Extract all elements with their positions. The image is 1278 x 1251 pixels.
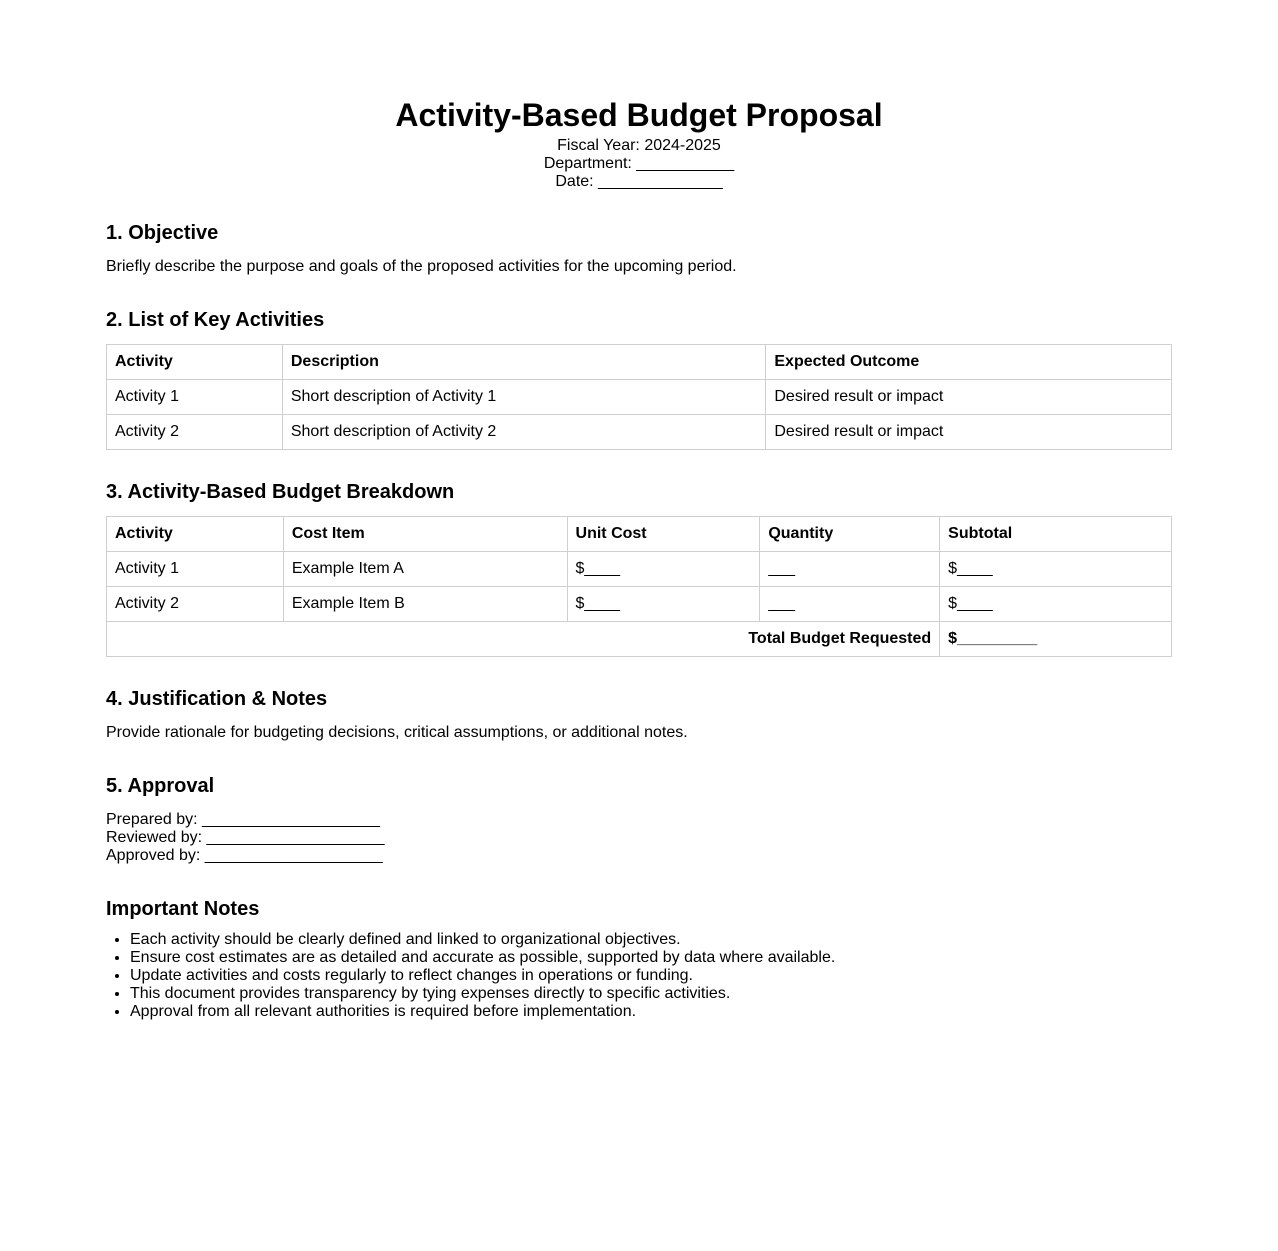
column-header: Unit Cost (567, 517, 760, 552)
list-item: • Ensure cost estimates are as detailed and accurate as possible, supported by data where available. (130, 949, 1172, 967)
page-title: Activity-Based Budget Proposal (395, 97, 883, 133)
list-item: • This document provides transparency by tying expenses directly to specific activities. (130, 985, 1172, 1003)
budget-breakdown-table (106, 516, 1172, 657)
table-cell: Activity 1 (107, 552, 284, 587)
table-cell: Desired result or impact (766, 380, 1172, 415)
table-row (107, 380, 1172, 415)
column-header: Cost Item (283, 517, 567, 552)
breakdown-heading: 3. Activity-Based Budget Breakdown (106, 481, 455, 503)
column-header: Activity (107, 345, 283, 380)
table-row (107, 415, 1172, 450)
approval-lines (106, 811, 1172, 865)
document-meta (106, 137, 1172, 191)
activities-heading: 2. List of Key Activities (106, 309, 325, 331)
total-row (107, 622, 1172, 657)
objective-section (106, 221, 1172, 276)
document-page (106, 0, 1172, 1021)
column-header: Expected Outcome (766, 345, 1172, 380)
table-cell: Activity 1 (107, 380, 283, 415)
table-row (107, 552, 1172, 587)
column-header: Quantity (760, 517, 940, 552)
table-header-row (107, 517, 1172, 552)
list-item: • Update activities and costs regularly to reflect changes in operations or funding. (130, 967, 1172, 985)
table-cell: Example Item B (283, 587, 567, 622)
column-header: Activity (107, 517, 284, 552)
objective-text: Briefly describe the purpose and goals of the proposed activities for the upcoming period. (106, 258, 737, 275)
table-cell: Activity 2 (107, 415, 283, 450)
table-cell: $____ (567, 552, 760, 587)
activities-section (106, 308, 1172, 450)
column-header: Subtotal (940, 517, 1172, 552)
approval-heading: 5. Approval (106, 775, 215, 797)
table-cell: ___ (760, 552, 940, 587)
justification-text: Provide rationale for budgeting decisions, critical assumptions, or additional notes. (106, 724, 688, 741)
approved-by-field: Approved by: ____________________ (106, 847, 383, 864)
fiscal-year: Fiscal Year: 2024-2025 (557, 137, 721, 154)
list-item: • Each activity should be clearly defined and linked to organizational objectives. (130, 931, 1172, 949)
total-value: $_________ (940, 622, 1172, 657)
table-cell: Desired result or impact (766, 415, 1172, 450)
notes-heading: Important Notes (106, 898, 260, 920)
activities-table (106, 344, 1172, 450)
notes-section (106, 897, 1172, 1021)
table-header-row (107, 345, 1172, 380)
justification-section (106, 687, 1172, 742)
table-cell: Activity 2 (107, 587, 284, 622)
prepared-by-field: Prepared by: ____________________ (106, 811, 381, 828)
total-label: Total Budget Requested (107, 622, 940, 657)
table-cell: $____ (940, 552, 1172, 587)
column-header: Description (282, 345, 766, 380)
objective-heading: 1. Objective (106, 222, 219, 244)
list-item: • Approval from all relevant authorities is required before implementation. (130, 1003, 1172, 1021)
table-cell: Short description of Activity 1 (282, 380, 766, 415)
table-cell: Short description of Activity 2 (282, 415, 766, 450)
table-cell: $____ (567, 587, 760, 622)
department-field: Department: ___________ (543, 155, 735, 172)
table-cell: $____ (940, 587, 1172, 622)
breakdown-section (106, 480, 1172, 657)
justification-heading: 4. Justification & Notes (106, 688, 328, 710)
table-cell: ___ (760, 587, 940, 622)
table-cell: Example Item A (283, 552, 567, 587)
notes-list (106, 931, 1172, 1021)
approval-section (106, 774, 1172, 865)
reviewed-by-field: Reviewed by: ____________________ (106, 829, 385, 846)
date-field: Date: ______________ (555, 173, 723, 190)
table-row (107, 587, 1172, 622)
